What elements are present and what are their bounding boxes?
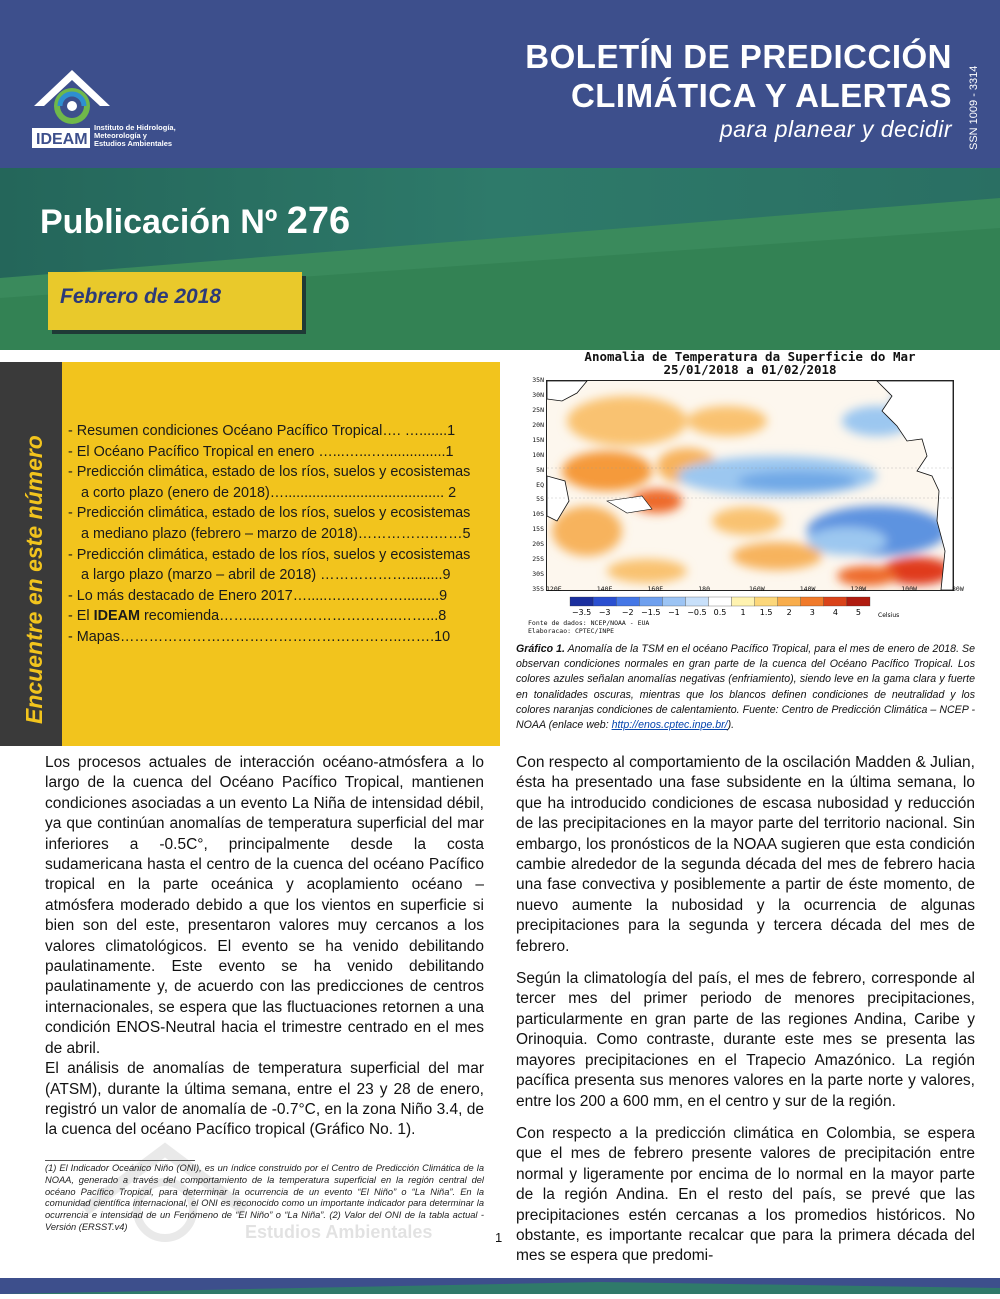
colorbar-label: 2 (786, 608, 792, 617)
colorbar-swatch (708, 597, 731, 606)
colorbar-label: 4 (832, 608, 838, 617)
toc-item[interactable]: - Lo más destacado de Enero 2017….....….………….........9 (68, 587, 448, 604)
toc-item[interactable]: a largo plazo (marzo – abril de 2018) ……………….........9 (81, 567, 451, 584)
lat-tick-label: 5S (536, 495, 544, 504)
colorbar (560, 596, 920, 620)
paragraph: Según la climatología del país, el mes de febrero, corresponde al tercer mes del primer periodo de menores precipitaciones, particularmente en gran parte de las regiones Andina, Caribe y Orinoquia. Como contraste, durante este mes se presenta las mayores precipitaciones en el Trapecio Amazónico. La región pacífica presenta sus menores valores en la parte norte y valores, entre los 200 a 600 mm, en el centro y sur de la región. (516, 970, 975, 1110)
footnote: (1) El Indicador Oceánico Niño (ONI), es un índice construido por el Centro de Predicción Climática de la NOAA, generado a través del comportamiento de la temperatura superficial en la región central del océano Pacífico Tropical, para determinar la ocurrencia de un evento “El Niño” o “La Niña”. En la comunidad científica internacional, el ONI es reconocido como un importante indicador para determinar la ocurrencia e intensidad de un Fenómeno de “El Niño” o “La Niña”. (2) Valor del ONI de la tabla actual - Versión (ERSST.v4) (45, 1163, 484, 1232)
lon-tick-label: 80W (952, 585, 964, 593)
lat-tick-label: 20N (532, 420, 544, 429)
lon-tick-label: 100W (901, 585, 917, 593)
svg-text:IDEAM: IDEAM (36, 131, 88, 148)
paragraph: Con respecto al comportamiento de la oscilación Madden & Julian, ésta ha presentado una fase subsidente en la última semana, lo que ha introducido condiciones de escasa nubosidad y reducción de las precipitaciones en la mayor parte del territorio nacional. Sin embargo, los pronósticos de la NOAA sugieren que esta condición cambie alrededor de la segunda década del mes de febrero hacia una fase convectiva y posiblemente a partir de éste momento, de nuevo aumente la nubosidad y la ocurrencia de algunas precipitaciones para la segunda y tercera década del mes de febrero. (516, 754, 975, 955)
svg-text:Estudios Ambientales: Estudios Ambientales (94, 139, 173, 148)
footnote-rule (45, 1160, 195, 1161)
bulletin-subtitle: para planear y decidir (719, 116, 952, 142)
colorbar-swatch (570, 597, 593, 606)
svg-text:Encuentre en este número: Encuentre en este número (21, 435, 47, 724)
colorbar-swatch (639, 597, 662, 606)
colorbar-label: 3 (809, 608, 815, 617)
lat-tick-label: EQ (536, 480, 544, 489)
colorbar-label: 5 (855, 608, 862, 617)
lon-tick-label: 180 (698, 585, 710, 593)
ideam-logo (30, 62, 220, 152)
body-right-column (516, 753, 975, 1279)
toc-item[interactable]: - El IDEAM recomienda……...………………………..……...8 (68, 608, 447, 625)
lat-tick-label: 5N (536, 465, 544, 474)
colorbar-label: 0.5 (713, 608, 727, 617)
colorbar-label: −1.5 (641, 608, 661, 617)
colorbar-label: 1.5 (759, 608, 773, 617)
colorbar-unit: Celsius (878, 612, 900, 619)
svg-text:Instituto de Hidrología,: Instituto de Hidrología, (94, 123, 176, 132)
colorbar-swatch (593, 597, 616, 606)
toc-item[interactable]: - Predicción climática, estado de los ríos, suelos y ecosistemas (68, 505, 471, 522)
colorbar-swatch (732, 597, 755, 606)
issn-label (955, 42, 995, 152)
figure-caption: Gráfico 1. Anomalía de la TSM en el océano Pacífico Tropical, para el mes de enero de 2018. Se observan condiciones normales en gran parte de la cuenca del Océano Pacífico Tropical. Los colores azules señalan anomalías negativas (enfriamiento), siendo leve en la gama clara y fuerte en tonalidades oscuras, mientras que los blancos definen condiciones de neutralidad y los colores naranjas condiciones de calentamiento. Fuente: Centro de Predicción Climática – NCEP - NOAA (enlace web: http://enos.cptec.inpe.br/). (516, 643, 975, 732)
publication-title: Publicación Nº 276 (40, 200, 351, 242)
bulletin-title-line2: CLIMÁTICA Y ALERTAS (570, 77, 952, 114)
sst-anomaly-map (546, 380, 954, 591)
lat-tick-label: 35N (532, 376, 544, 384)
colorbar-label: −3.5 (571, 608, 592, 617)
lat-tick-label: 20S (532, 540, 544, 549)
toc-list (68, 421, 471, 648)
colorbar-swatch (778, 597, 801, 606)
colorbar-label: −2 (621, 608, 634, 617)
toc-item[interactable]: a corto plazo (enero de 2018)…........................................ 2 (81, 484, 457, 501)
lon-tick-label: 120W (850, 585, 867, 593)
footer-strip (0, 1278, 1000, 1294)
lon-tick-label: 140E (596, 585, 613, 593)
colorbar-label: −0.5 (687, 608, 707, 617)
toc-side-title (0, 362, 62, 746)
bulletin-title-line1: BOLETÍN DE PREDICCIÓN (525, 38, 952, 75)
lon-tick-label: 160W (749, 585, 765, 593)
toc-item[interactable]: - El Océano Pacífico Tropical en enero …...…...…...............1 (68, 443, 454, 460)
toc-item[interactable]: a mediano plazo (febrero – marzo de 2018)…………….……5 (81, 525, 471, 542)
lat-tick-label: 10S (532, 510, 544, 519)
lat-tick-label: 15N (532, 435, 544, 444)
svg-text:Meteorología y: Meteorología y (94, 131, 147, 140)
colorbar-swatch (824, 597, 847, 606)
lat-tick-label: 25S (532, 555, 544, 564)
latitude-ticks (522, 376, 546, 595)
lat-tick-label: 10N (532, 450, 544, 459)
lat-tick-label: 25N (532, 405, 544, 414)
caption-link[interactable]: http://enos.cptec.inpe.br/ (611, 719, 728, 732)
colorbar-swatch (847, 597, 870, 606)
lon-tick-label: 120E (546, 585, 562, 593)
colorbar-label: 1 (740, 608, 746, 617)
colorbar-label: −1 (667, 608, 680, 617)
lat-tick-label: 15S (532, 525, 544, 534)
figure-title: Anomalia de Temperatura da Superficie do Mar 25/01/2018 a 01/02/2018 (584, 349, 916, 377)
toc-item[interactable]: - Resumen condiciones Océano Pacífico Tropical…. ….......1 (68, 423, 456, 439)
body-left-column (45, 753, 484, 1141)
lon-tick-label: 140W (799, 585, 816, 593)
colorbar-swatch (755, 597, 778, 606)
colorbar-swatch (616, 597, 639, 606)
colorbar-swatch (801, 597, 824, 606)
paragraph: El análisis de anomalías de temperatura superficial del mar (ATSM), durante la última semana, entre el 23 y 28 de enero, registró un valor de anomalía de -0.7°C, en la zona Niño 3.4, de la cuenca del océano Pacífico tropical (Gráfico No. 1). (45, 1060, 484, 1139)
page-number: 1 (495, 1230, 503, 1245)
svg-text:SSN 1009 - 3314: SSN 1009 - 3314 (968, 65, 980, 150)
colorbar-swatch (685, 597, 708, 606)
lon-tick-label: 160E (647, 585, 664, 593)
toc-item[interactable]: - Predicción climática, estado de los ríos, suelos y ecosistemas (68, 546, 471, 563)
publication-number: 276 (286, 200, 351, 242)
lat-tick-label: 35S (532, 585, 544, 593)
lat-tick-label: 30N (532, 390, 544, 399)
svg-text:Estudios Ambientales: Estudios Ambientales (245, 1222, 433, 1242)
colorbar-swatch (662, 597, 685, 606)
figure-source: Fonte de dados: NCEP/NOAA - EUA Elaboracao: CPTEC/INPE (528, 619, 650, 635)
publication-date: Febrero de 2018 (60, 285, 222, 308)
colorbar-label: −3 (598, 608, 611, 617)
paragraph: Con respecto a la predicción climática en Colombia, se espera que el mes de febrero presente valores de precipitación entre normal y ligeramente por encima de lo normal en la mayor parte de la región Andina. En el resto del país, se prevé que las precipitaciones estén cercanas a los promedios históricos. No obstante, es importante recalcar que para la primera década del mes se espera que predomi- (516, 1124, 975, 1265)
caption-label: Gráfico 1. (516, 643, 565, 655)
lat-tick-label: 30S (532, 570, 544, 579)
toc-item[interactable]: - Predicción climática, estado de los ríos, suelos y ecosistemas (68, 464, 471, 481)
toc-item[interactable]: - Mapas…………………………………………………..…….10 (68, 628, 451, 645)
paragraph: Los procesos actuales de interacción océano-atmósfera a lo largo de la cuenca del Océano Pacífico Tropical, mantienen condiciones asociadas a un evento La Niña de intensidad débil, ya que continúan anomalías de temperatura superficial del mar inferiores a -0.5C°, principalmente desde la costa sudamericana hasta el centro de la cuenca del océano Pacífico tropical en la parte oceánica y acoplamiento océano – atmósfera moderado debido a que los vientos en superficie si bien son del este, presentaron valores muy cercanos a los valores climatológicos. El evento se ha venido debilitando paulatinamente. Este evento se ha venido debilitando paulatinamente y, de acuerdo con las predicciones de centros internacionales, se espera que las fluctuaciones retornen a una condición ENOS-Neutral hacia el trimestre centrado en el mes de abril. (45, 754, 484, 1057)
